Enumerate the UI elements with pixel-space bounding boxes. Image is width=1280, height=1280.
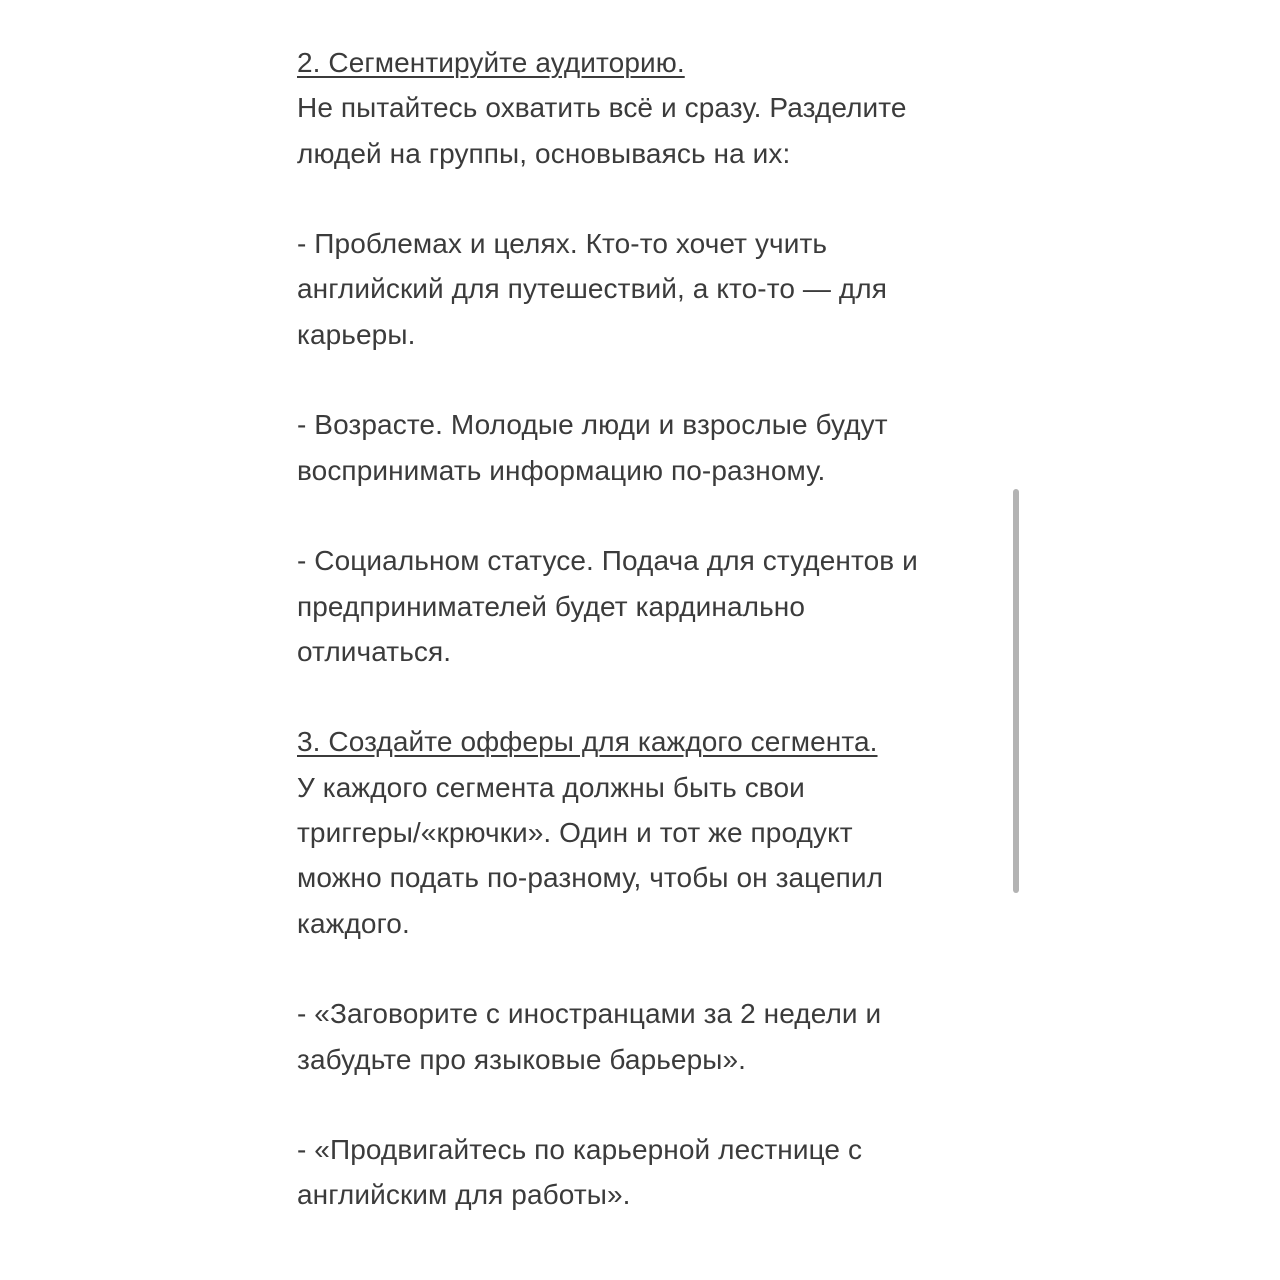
line-text: предпринимателей будет кардинально [297, 590, 806, 622]
text-line [297, 402, 997, 447]
line-text: воспринимать информацию по-разному. [297, 454, 826, 486]
line-text: английский для путешествий, а кто-то — для [297, 273, 887, 305]
blank-line [297, 946, 997, 991]
line-text: У каждого сегмента должны быть свои [297, 771, 805, 803]
line-text: забудьте про языковые барьеры». [297, 1043, 747, 1075]
blank-line [297, 674, 997, 719]
line-text: триггеры/«крючки». Один и тот же продукт [297, 817, 853, 849]
vertical-scrollbar[interactable] [1013, 489, 1019, 893]
text-line [297, 765, 997, 810]
line-text: - «Заговорите с иностранцами за 2 недели и [297, 998, 882, 1030]
text-line [297, 1037, 997, 1082]
line-text: людей на группы, основываясь на их: [297, 137, 791, 169]
blank-line [297, 357, 997, 402]
text-line [297, 131, 997, 176]
line-text: - «Продвигайтесь по карьерной лестнице с [297, 1134, 863, 1166]
text-line [297, 810, 997, 855]
text-line [297, 629, 997, 674]
line-text: английским для работы». [297, 1179, 631, 1211]
text-line [297, 312, 997, 357]
line-text: отличаться. [297, 635, 452, 667]
line-text: 3. Создайте офферы для каждого сегмента. [297, 726, 878, 758]
section-heading [297, 40, 997, 85]
text-line [297, 538, 997, 583]
text-line [297, 901, 997, 946]
line-text: можно подать по-разному, чтобы он зацепил [297, 862, 884, 894]
text-line [297, 85, 997, 130]
text-line [297, 855, 997, 900]
line-text: 2. Сегментируйте аудиторию. [297, 47, 685, 78]
blank-line [297, 493, 997, 538]
section-heading [297, 719, 997, 764]
blank-line [297, 176, 997, 221]
text-line [297, 266, 997, 311]
text-line [297, 1172, 997, 1217]
text-line [297, 448, 997, 493]
line-text: - Социальном статусе. Подача для студентов и [297, 545, 918, 577]
line-text: каждого. [297, 907, 410, 939]
line-text: - Проблемах и целях. Кто-то хочет учить [297, 228, 828, 260]
text-line [297, 221, 997, 266]
document-body [297, 40, 997, 1218]
text-line [297, 991, 997, 1036]
line-text: - Возрасте. Молодые люди и взрослые будут [297, 409, 888, 441]
line-text: Не пытайтесь охватить всё и сразу. Разделите [297, 92, 907, 124]
line-text: карьеры. [297, 318, 416, 350]
blank-line [297, 1082, 997, 1127]
text-line [297, 1127, 997, 1172]
text-line [297, 584, 997, 629]
